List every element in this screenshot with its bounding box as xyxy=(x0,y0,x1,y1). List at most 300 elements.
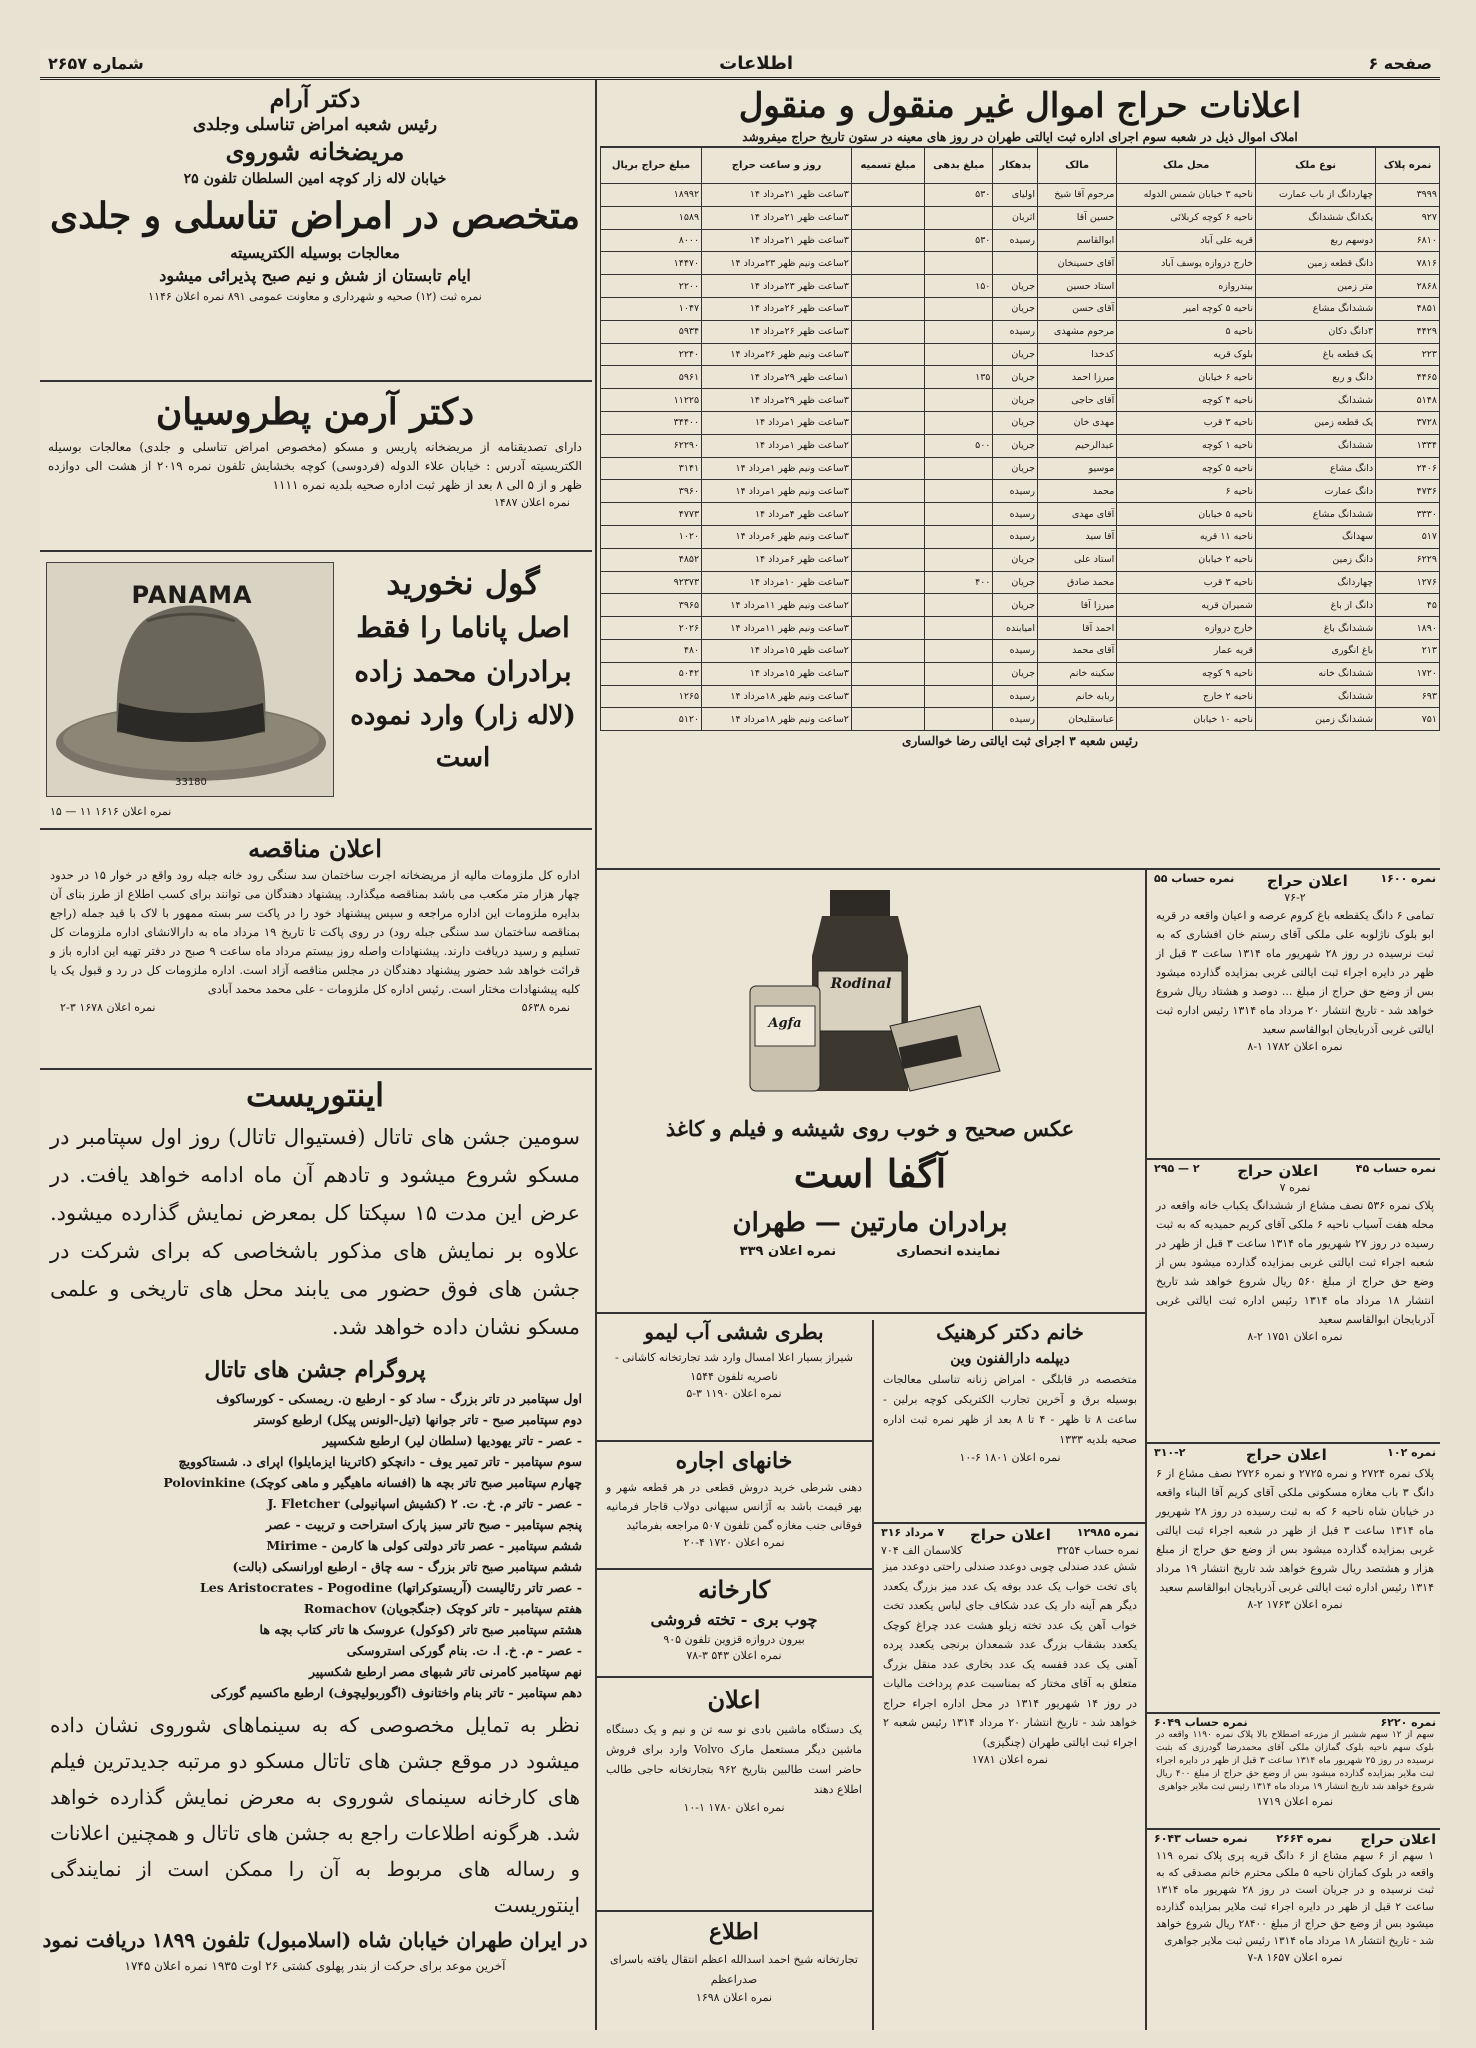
auction-table-cell: ۴۰۰ xyxy=(925,571,993,594)
ad-aram-name: دکتر آرام xyxy=(269,84,361,113)
auction-table-cell xyxy=(851,525,924,548)
auction-table-cell xyxy=(925,594,993,617)
auction-table-cell: ۳۳۳۰ xyxy=(1376,503,1440,526)
auction-table-cell: ۴۷۳۶ xyxy=(1376,480,1440,503)
auction-table-cell: جریان xyxy=(993,275,1038,298)
auction-102-acc: ۳۱۰-۲ xyxy=(1154,1446,1186,1459)
auction-table-cell: دانگ عمارت xyxy=(1255,480,1375,503)
auction-102-body: پلاک نمره ۲۷۲۴ و نمره ۲۷۲۵ و نمره ۲۷۲۶ نصف مشاع از ۶ دانگ ۳ باب مغازه مسکونی ملکی آقای کریم آقا البناء واقعه در خیابان شاه ناحیه ۶ که به ثبت رسیده در روز ۲۸ شهریور ماه ۱۳۱۴ ساعت ۳ قبل از ظهر در شعبه اجراء ثبت ایالتی غربی بمزایده گذارده میشود بس از وضع حق حراج از مبلغ هزار و هشتصد ریال شروع خواهد شد تاریخ انتشار ۱۹ مرداد ۱۳۱۴ رئیس اداره ثبت ایالتی غربی آذربایجان ابوالقاسم سعید xyxy=(1156,1467,1435,1594)
kerhanik-line1: دیپلمه دارالفنون وین xyxy=(950,1351,1070,1367)
lemon-body: شیراز بسیار اعلا امسال وارد شد تجارتخانه کاشانی - ناصریه تلفون ۱۵۴۴ xyxy=(614,1351,854,1383)
auction-table-cell: مرحوم آقا شیخ xyxy=(1038,184,1117,207)
auction-table-cell: ۲ساعت ونیم ظهر ۱۸مرداد ۱۴ xyxy=(702,708,852,731)
notice-title: اعلان xyxy=(707,1685,761,1714)
auction-table-cell: ناحیه ۱ کوچه xyxy=(1117,434,1256,457)
auction-table-cell: ۱۴۴۷۰ xyxy=(601,252,702,275)
agfa-ref: نمره اعلان ۳۳۹ xyxy=(739,1244,837,1259)
auction-table-row xyxy=(601,275,1440,298)
auction-table-cell: ۳۹۶۰ xyxy=(601,480,702,503)
tender-title: اعلان مناقصه xyxy=(248,834,382,863)
auction-295-ref: نمره اعلان ۱۷۵۱ ۲-۸ xyxy=(1247,1329,1343,1343)
kerhanik-ref: نمره اعلان ۱۸۰۱ ۶-۱۰ xyxy=(959,1451,1061,1464)
auction-table-cell: رسیده xyxy=(993,320,1038,343)
ad-doctor-kerhanik xyxy=(877,1316,1143,1516)
auction-table-cell: یک قطعه باغ xyxy=(1255,343,1375,366)
auction-table-cell: آقای مهدی xyxy=(1038,503,1117,526)
auction-table-cell: ۳ساعت ظهر ۲۳مرداد ۱۴ xyxy=(702,275,852,298)
auction-102-title: اعلان حراج xyxy=(1245,1446,1327,1464)
auction-table-cell: ۱۲۷۶ xyxy=(1376,571,1440,594)
auction-table-cell: ۹۲۳۷۳ xyxy=(601,571,702,594)
auction-table-row xyxy=(601,480,1440,503)
auction-table-cell: ۱۵۸۹ xyxy=(601,206,702,229)
ad-panama xyxy=(40,556,590,826)
auction-table xyxy=(600,147,1440,731)
auction-table-cell xyxy=(851,639,924,662)
factory-line2: بیرون دروازه قزوین تلفون ۹۰۵ xyxy=(663,1633,805,1646)
ad-armen-body: دارای تصدیقنامه از مریضخانه پاریس و مسکو (مخصوص امراض تناسلی و جلدی) معالجات بوسیله الکتریسیته آدرس : خیابان علاء الدوله (فردوسی) کوچه بخشایش تلفون نمره ۲۰۱۹ از هشت الی دوازده ظهر و از ۵ الی ۸ بعد از ظهر ثبت اداره صحیه بلدیه نمره ۱۱۱۱ xyxy=(48,440,582,492)
auction-table-cell xyxy=(851,275,924,298)
panama-hat-image xyxy=(46,562,334,797)
auction-table-cell: دانگ قطعه زمین xyxy=(1255,252,1375,275)
auction-table-cell: ۳ساعت ظهر ۱۰مرداد ۱۴ xyxy=(702,571,852,594)
auction-table-cell xyxy=(851,252,924,275)
auction-table-cell: ۵۳۰ xyxy=(925,229,993,252)
auction-table-cell: ۳ساعت ظهر ۱مرداد ۱۴ xyxy=(702,411,852,434)
auction-table-cell: رسیده xyxy=(993,708,1038,731)
auction-table-header xyxy=(601,148,1440,184)
lemon-ref: نمره اعلان ۱۱۹۰ ۳-۵ xyxy=(686,1387,782,1400)
auction-table-cell: ناحیه ۳ قرب xyxy=(1117,411,1256,434)
auction-table-cell: ربابه خانم xyxy=(1038,685,1117,708)
auction-2664-top xyxy=(1150,1832,1440,1848)
auction-12985-date: ۷ مرداد ۳۱۶ xyxy=(881,1526,945,1539)
auction-6220-ref: نمره اعلان ۱۷۱۹ xyxy=(1256,1795,1334,1808)
auction-table-cell: ۱۸۹۰ xyxy=(1376,617,1440,640)
auction-102-num: نمره ۱۰۲ xyxy=(1387,1446,1436,1459)
auction-table-cell: کدخدا xyxy=(1038,343,1117,366)
auction-table-cell xyxy=(851,343,924,366)
ad-armen-title: دکتر آرمن پطروسیان xyxy=(155,391,475,433)
auction-table-cell xyxy=(925,343,993,366)
section-divider xyxy=(597,1910,872,1912)
intourist-address: در ایران طهران خیابان شاه (اسلامبول) تلفون ۱۸۹۹ دریافت نمود xyxy=(42,1928,588,1952)
auction-table-row xyxy=(601,297,1440,320)
auction-table-cell xyxy=(925,389,993,412)
auction-table-cell xyxy=(851,184,924,207)
auction-table-cell: ۳ساعت ظهر ۲۶مرداد ۱۴ xyxy=(702,297,852,320)
auction-table-cell: جریان xyxy=(993,366,1038,389)
auction-table-cell: رسیده xyxy=(993,685,1038,708)
panama-line1: گول نخورید xyxy=(386,564,540,602)
auction-table-cell: ششدانگ زمین xyxy=(1255,708,1375,731)
auction-1600-acc: نمره حساب ۵۵ xyxy=(1154,872,1235,885)
houses-body: دهنی شرطی خرید دروش قطعی در هر قطعه شهر و بهر قیمت باشد به آژانس سپهانی دولاب قاجار فرمانیه فوقانی جنب مغازه گمن تلفون ۵۰۷ مراجعه بفرمائید xyxy=(606,1481,862,1532)
panama-line2: اصل پاناما را فقط xyxy=(356,611,570,644)
column-divider xyxy=(1145,870,1147,2030)
ad-auction-12985 xyxy=(877,1526,1143,2026)
auction-section xyxy=(600,84,1440,864)
auction-12985-num: نمره ۱۲۹۸۵ xyxy=(1076,1526,1139,1539)
auction-table-cell xyxy=(851,457,924,480)
auction-12985-body: شش عدد صندلی چوبی دوعدد صندلی راحتی دوعدد میز پای تخت خواب یک عدد بوفه یک عدد میز بزرگ یکعدد دیگر هم آینه دار یک عدد شکاف جای لباس یکعدد تخت خواب آهن یک عدد تخته زیلو هشت عدد چراغ کوچک یکعدد بشقاب بزرگ عدد شمعدان برنجی یکعدد پرده آهنی یک عدد قفسه یک عدد بخاری عدد منقل بزرگ متعلق به آقای مختار که بمناسبت عدم پرداخت مالیات در روز ۱۴ شهریور ۱۳۱۴ در محل اداره اجراء حراج خواهد شد - تاریخ انتشار ۲۰ مرداد ۱۳۱۴ رئیس شعبه ۲ اجراء ثبت ایالتی طهران (چنگیزی) xyxy=(883,1560,1138,1749)
auction-table-cell: ۵۱۴۸ xyxy=(1376,389,1440,412)
kerhanik-title: خانم دکتر کرهنیک xyxy=(936,1320,1084,1344)
ad-auction-1600 xyxy=(1150,872,1440,1154)
ad-tender xyxy=(40,832,590,1062)
auction-table-cell: ۴۴۶۵ xyxy=(1376,366,1440,389)
auction-table-cell: ۳ساعت ظهر ۲۱مرداد ۱۴ xyxy=(702,229,852,252)
auction-table-cell xyxy=(851,411,924,434)
ad-information xyxy=(600,1914,868,2026)
auction-table-row xyxy=(601,525,1440,548)
ad-auction-295 xyxy=(1150,1162,1440,1438)
info-title: اطلاع xyxy=(709,1919,759,1945)
auction-295-num: ۲ — ۲۹۵ xyxy=(1154,1162,1200,1175)
auction-295-sub: نمره ۷ xyxy=(1279,1181,1311,1194)
auction-table-cell: دانگ زمین xyxy=(1255,548,1375,571)
page-number: صفحه ۶ xyxy=(1368,54,1432,73)
auction-table-cell: ۴۷۷۳ xyxy=(601,503,702,526)
auction-table-cell: ۱۱۲۲۵ xyxy=(601,389,702,412)
auction-table-cell: ۲۸۶۸ xyxy=(1376,275,1440,298)
newspaper-page xyxy=(40,50,1440,2030)
auction-table-cell: ۲ساعت ظهر ۱۵مرداد ۱۴ xyxy=(702,639,852,662)
auction-table-cell: ۲۴۰۶ xyxy=(1376,457,1440,480)
auction-2664-num: نمره ۲۶۶۴ xyxy=(1276,1832,1332,1845)
intourist-title: اینتوریست xyxy=(246,1076,384,1114)
auction-table-cell: ۶۹۳ xyxy=(1376,685,1440,708)
auction-table-cell xyxy=(925,411,993,434)
auction-12985-top xyxy=(877,1526,1143,1544)
auction-table-cell: ششدانگ مشاع xyxy=(1255,503,1375,526)
auction-table-cell: ۴۸۵۱ xyxy=(1376,297,1440,320)
auction-table-cell: چهاردانگ از باب عمارت xyxy=(1255,184,1375,207)
program-item: دوم سپتامبر صبح - تاتر جوانها (تیل-الونس پیکل) ارطبع کوستر xyxy=(254,1412,582,1427)
auction-table-cell: ۵۱۲۰ xyxy=(601,708,702,731)
auction-table-cell: عباسقلیخان xyxy=(1038,708,1117,731)
program-item: دهم سپتامبر - تاتر بنام واختانوف (اگوربولیچوف) ارطبع ماکسیم گورکی xyxy=(210,1685,582,1700)
auction-table-cell xyxy=(851,594,924,617)
lemon-title: بطری ششی آب لیمو xyxy=(644,1320,824,1344)
auction-table-cell: ناحیه ۱۰ خیابان xyxy=(1117,708,1256,731)
auction-table-cell: ۸۰۰۰ xyxy=(601,229,702,252)
auction-table-cell: دانگ و ربع xyxy=(1255,366,1375,389)
auction-table-cell: آقای حسن xyxy=(1038,297,1117,320)
program-item: - عصر - م. خ. ا. ت. بنام گورکی استروسکی xyxy=(346,1643,582,1658)
tender-body: اداره کل ملزومات مالیه از مریضخانه اجرت ساختمان سد سنگی رود خانه جبله رود واقع در خوار ۱۵ در حدود چهار هزار متر مکعب می باشد بمناقصه میگذارد. پیشنهاد دهندگان می توانند برای کسب اطلاع از طرز بنای آن بدایره ملزومات این اداره مراجعه و سپس پیشنهاد خود را در پاکت سر بسته ممهور با لاک با قید جمله (راجع بمناقصه ساختمان سد سنگی جبله رود) در روی پاکت تا تاریخ ۱۹ مرداد ماه به دارالانشای اداره ملزومات کل تسلیم و رسید دریافت دارند. پیشنهادات واصله روز بیستم مرداد ماه ساعت ۹ صبح در دفتر تهیه این اداره باز و قرائت خواهد شد حضور پیشنهاد دهندگان در مجلس مناقصه آزاد است. اداره ملزومات کل در رد و قبول یک یا کلیه پیشنهادات مختار است. رئیس اداره کل ملزومات - علی محمد محمد آبادی xyxy=(50,868,580,996)
agfa-footer xyxy=(600,1244,1140,1259)
auction-table-cell: آقای حسینخان xyxy=(1038,252,1117,275)
panama-hat-label: PANAMA xyxy=(131,581,253,609)
auction-12985-sub xyxy=(877,1544,1143,1557)
program-item: پنجم سپتامبر - صبح تاتر سبز پارک استراحت و تربیت - عصر xyxy=(265,1517,582,1532)
auction-table-cell xyxy=(925,457,993,480)
auction-1600-title: اعلان حراج xyxy=(1266,872,1348,890)
auction-table-cell: جریان xyxy=(993,343,1038,366)
auction-table-cell xyxy=(851,480,924,503)
auction-table-cell: ۵۱۷ xyxy=(1376,525,1440,548)
auction-table-body xyxy=(601,184,1440,731)
auction-table-cell: دوسهم ربع xyxy=(1255,229,1375,252)
auction-2664-acc: نمره حساب ۶۰۴۳ xyxy=(1154,1832,1248,1845)
auction-table-cell: ۱۳۳۴ xyxy=(1376,434,1440,457)
auction-table-cell: ۲۲۴۰ xyxy=(601,343,702,366)
auction-table-row xyxy=(601,503,1440,526)
auction-table-cell xyxy=(851,229,924,252)
auction-1600-sub: ۷۶-۲ xyxy=(1284,891,1306,904)
auction-12985-acc: نمره حساب ۳۲۵۴ xyxy=(1056,1544,1139,1557)
auction-table-cell: ۳۹۹۹ xyxy=(1376,184,1440,207)
auction-table-cell: ۳ساعت ونیم ظهر ۱مرداد ۱۴ xyxy=(702,457,852,480)
auction-table-cell: میرزا آقا xyxy=(1038,594,1117,617)
auction-table-cell: جریان xyxy=(993,297,1038,320)
auction-table-cell: ۳۷۲۸ xyxy=(1376,411,1440,434)
auction-table-cell: ۴۴۲۹ xyxy=(1376,320,1440,343)
auction-table-cell: جریان xyxy=(993,571,1038,594)
ad-intourist xyxy=(40,1072,590,2030)
auction-table-cell: ۵۹۶۱ xyxy=(601,366,702,389)
panama-line4: (لاله زار) وارد نموده xyxy=(350,701,576,731)
auction-table-cell: ششدانگ xyxy=(1255,685,1375,708)
panama-line5: است xyxy=(435,743,491,773)
column-divider xyxy=(872,1320,874,2030)
ad-aram-line3: مریضخانه شوروی xyxy=(225,137,405,166)
auction-table-cell: قریه عمار xyxy=(1117,639,1256,662)
auction-table-cell: ۴۵ xyxy=(1376,594,1440,617)
auction-table-cell: سهدانگ xyxy=(1255,525,1375,548)
auction-table-cell: ناحیه ۴ کوچه xyxy=(1117,389,1256,412)
auction-column-header: مبلغ حراج بریال xyxy=(601,148,702,184)
auction-table-cell: ناحیه ۶ xyxy=(1117,480,1256,503)
auction-column-header: مبلغ تسمیه xyxy=(851,148,924,184)
section-divider xyxy=(40,380,592,382)
auction-table-cell: رسیده xyxy=(993,639,1038,662)
program-item: چهارم سپتامبر صبح تاتر بچه ها (افسانه ماهیگیر و ماهی کوچک) Polovinkine xyxy=(163,1475,582,1490)
auction-table-cell: قریه علی آباد xyxy=(1117,229,1256,252)
auction-table-cell: سکینه خانم xyxy=(1038,662,1117,685)
auction-column-header: روز و ساعت حراج xyxy=(702,148,852,184)
auction-table-cell: ۳۴۴۰۰ xyxy=(601,411,702,434)
auction-table-cell: خارج دروازه xyxy=(1117,617,1256,640)
auction-table-cell xyxy=(925,639,993,662)
auction-2664-ref: نمره اعلان ۱۶۵۷ ۸-۷ xyxy=(1247,1951,1343,1964)
auction-table-cell: ناحیه ۲ خیابان xyxy=(1117,548,1256,571)
ad-houses-rent xyxy=(600,1444,868,1564)
section-divider xyxy=(1147,1442,1440,1444)
auction-table-row xyxy=(601,434,1440,457)
auction-table-cell: شمیران قریه xyxy=(1117,594,1256,617)
column-divider xyxy=(595,80,597,2030)
auction-table-cell: ۳ساعت ظهر ۱۵مرداد ۱۴ xyxy=(702,662,852,685)
auction-table-row xyxy=(601,685,1440,708)
auction-6220-num: نمره ۶۲۲۰ xyxy=(1380,1716,1436,1729)
auction-table-cell: ۳۹۶۵ xyxy=(601,594,702,617)
auction-table-cell: ناحیه ۵ کوچه امیر xyxy=(1117,297,1256,320)
auction-table-cell xyxy=(925,320,993,343)
houses-ref: نمره اعلان ۱۷۲۰ ۴-۲۰ xyxy=(683,1536,785,1549)
auction-295-acc: نمره حساب ۴۵ xyxy=(1355,1162,1436,1175)
auction-table-cell: ۱ساعت ظهر ۲۹مرداد ۱۴ xyxy=(702,366,852,389)
auction-table-cell: ۱۰۲۰ xyxy=(601,525,702,548)
issue-number: شماره ۲۶۵۷ xyxy=(48,54,144,73)
auction-table-cell: ناحیه ۶ خیابان xyxy=(1117,366,1256,389)
auction-table-cell: استاد علی xyxy=(1038,548,1117,571)
auction-table-cell: ۵۰۰ xyxy=(925,434,993,457)
section-divider xyxy=(874,1522,1145,1524)
auction-table-cell: مرحوم مشهدی xyxy=(1038,320,1117,343)
factory-line1: چوب بری - تخته فروشی xyxy=(650,1610,818,1629)
auction-table-cell: ۳ساعت ظهر ۲۹مرداد ۱۴ xyxy=(702,389,852,412)
panama-line3: برادران محمد زاده xyxy=(354,655,572,688)
auction-1600-num: نمره ۱۶۰۰ xyxy=(1380,872,1436,885)
auction-table-cell: خارج دروازه یوسف آباد xyxy=(1117,252,1256,275)
ad-aram-line6: معالجات بوسیله الکتریسیته xyxy=(230,244,400,262)
auction-table-row xyxy=(601,571,1440,594)
auction-table-cell: ۲۰۲۶ xyxy=(601,617,702,640)
auction-table-cell: ۵۹۳۴ xyxy=(601,320,702,343)
program-item: نهم سپتامبر کامرنی تاتر شبهای مصر ارطبع شکسپیر xyxy=(308,1664,582,1679)
auction-table-row xyxy=(601,457,1440,480)
auction-table-cell: ۲ساعت ظهر ۶مرداد ۱۴ xyxy=(702,548,852,571)
auction-table-cell: ۳ساعت ونیم ظهر ۱مرداد ۱۴ xyxy=(702,480,852,503)
program-item: سوم سپتامبر - تاتر تمیر یوف - دانچکو (کاترینا ایزمایلوا) اپرای د. شستاکوویچ xyxy=(178,1454,582,1469)
auction-table-cell: دانگ مشاع xyxy=(1255,457,1375,480)
agfa-line1: عکس صحیح و خوب روی شیشه و فیلم و کاغذ xyxy=(665,1116,1075,1141)
auction-table-cell: ۱۰۴۷ xyxy=(601,297,702,320)
section-divider xyxy=(1147,1158,1440,1160)
auction-table-cell xyxy=(925,662,993,685)
auction-table-cell: چهاردانگ xyxy=(1255,571,1375,594)
auction-table-cell: ۱۷۲۰ xyxy=(1376,662,1440,685)
auction-table-cell xyxy=(925,685,993,708)
program-item: - عصر - تاتر م. خ. ت. ۲ (کشیش اسپانیولی) J. Fletcher xyxy=(267,1496,582,1511)
auction-table-cell: ۲۲۰۰ xyxy=(601,275,702,298)
auction-table-cell xyxy=(851,617,924,640)
ad-aram-line2: رئیس شعبه امراض تناسلی وجلدی xyxy=(192,115,438,135)
auction-1600-ref: نمره اعلان ۱۷۸۲ ۱-۸ xyxy=(1247,1039,1343,1053)
auction-table-cell: ۲۲۳ xyxy=(1376,343,1440,366)
ad-doctor-aram xyxy=(40,84,590,374)
section-divider xyxy=(597,1568,872,1570)
auction-table-cell: آقای محمد xyxy=(1038,639,1117,662)
auction-table-row xyxy=(601,389,1440,412)
ad-notice xyxy=(600,1680,868,1900)
auction-table-cell: ۷۸۱۶ xyxy=(1376,252,1440,275)
auction-table-cell: ۳ساعت ظهر ۲۱مرداد ۱۴ xyxy=(702,206,852,229)
auction-table-cell xyxy=(851,548,924,571)
program-item: هفتم سپتامبر - تاتر کوچک (جنگجویان) Romachov xyxy=(303,1601,582,1616)
auction-table-cell xyxy=(925,206,993,229)
program-item: - عصر تاتر رئالیست (آریستوکراتها) Les Aristocrates - Pogodine xyxy=(200,1580,582,1595)
auction-table-cell: ۷۵۱ xyxy=(1376,708,1440,731)
panama-ref: نمره اعلان ۱۶۱۶ ۱۱ — ۱۵ xyxy=(50,805,172,818)
auction-table-cell: متر زمین xyxy=(1255,275,1375,298)
auction-table-cell: عبدالرحیم xyxy=(1038,434,1117,457)
newspaper-name: اطلاعات xyxy=(719,53,794,74)
ad-doctor-armen xyxy=(40,386,590,536)
auction-table-cell: یکدانگ ششدانگ xyxy=(1255,206,1375,229)
auction-12985-title: اعلان حراج xyxy=(970,1526,1051,1544)
auction-title: اعلانات حراج اموال غیر منقول و منقول xyxy=(738,86,1302,126)
auction-6220-body: سهم از ۱۲ سهم ششیر از مزرعه اصطلاح بالا پلاک نمره ۱۱۹۰ واقعه در بلوک سهم ناحیه بلوک گمازان ملکی آقای محمدرضا گودرزی که بثبت نرسیده در روز ۲۵ شهریور ماه ۱۳۱۴ ساعت ۳ قبل از ظهر در دایره اجراء ثبت ملایر بمزایده گذارده میشود بس از وضع حق حراج از مبلغ ۴۰۰ ریال شروع خواهد شد تاریخ انتشار ۱۹ مرداد ماه ۱۳۱۴ رئیس ثبت ملایر جواهری xyxy=(1156,1730,1434,1792)
ad-aram-line4: خیابان لاله زار کوچه امین السلطان تلفون ۲۵ xyxy=(183,171,447,187)
auction-table-cell: رسیده xyxy=(993,480,1038,503)
auction-table-cell xyxy=(851,685,924,708)
auction-table-cell xyxy=(851,389,924,412)
auction-table-cell: رسیده xyxy=(993,229,1038,252)
auction-table-cell: جریان xyxy=(993,457,1038,480)
auction-table-cell: موسیو xyxy=(1038,457,1117,480)
auction-table-cell: میرزا احمد xyxy=(1038,366,1117,389)
auction-table-cell xyxy=(851,206,924,229)
panama-text xyxy=(340,560,586,778)
panama-hat-number: 33180 xyxy=(175,777,207,788)
auction-table-cell: ۶۸۱۰ xyxy=(1376,229,1440,252)
ad-auction-2664 xyxy=(1150,1832,1440,2028)
auction-table-row xyxy=(601,639,1440,662)
auction-table-cell xyxy=(925,503,993,526)
auction-column-header: مالک xyxy=(1038,148,1117,184)
auction-table-cell: ششدانگ xyxy=(1255,434,1375,457)
auction-table-row xyxy=(601,343,1440,366)
auction-table-cell xyxy=(851,297,924,320)
section-divider xyxy=(597,1676,872,1678)
factory-title: کارخانه xyxy=(697,1575,771,1604)
auction-column-header: محل ملک xyxy=(1117,148,1256,184)
auction-table-cell: ششدانگ باغ xyxy=(1255,617,1375,640)
auction-table-cell: بلوک قریه xyxy=(1117,343,1256,366)
auction-column-header: نوع ملک xyxy=(1255,148,1375,184)
section-divider xyxy=(40,828,592,830)
auction-table-cell: ناحیه ۱۱ قریه xyxy=(1117,525,1256,548)
auction-table-cell xyxy=(925,480,993,503)
auction-table-row xyxy=(601,708,1440,731)
auction-table-cell: ابوالقاسم xyxy=(1038,229,1117,252)
auction-table-cell xyxy=(925,297,993,320)
auction-table-cell: جریان xyxy=(993,434,1038,457)
auction-table-cell: ۲ساعت ظهر ۴مرداد ۱۴ xyxy=(702,503,852,526)
auction-footer: رئیس شعبه ۳ اجرای ثبت ایالتی رضا خوالساری xyxy=(902,734,1138,749)
auction-table-cell: ناحیه ۲ خارج xyxy=(1117,685,1256,708)
auction-table-row xyxy=(601,229,1440,252)
auction-table-cell: اولیای xyxy=(993,184,1038,207)
auction-table-cell xyxy=(925,252,993,275)
auction-table-cell: ناحیه ۶ کوچه کربلائی xyxy=(1117,206,1256,229)
ad-lemon xyxy=(600,1316,868,1436)
tender-ref: نمره اعلان ۱۶۷۸ ۳-۲ xyxy=(60,1001,156,1014)
auction-1600-top xyxy=(1150,872,1440,890)
auction-table-cell: آقا سید xyxy=(1038,525,1117,548)
auction-table-cell: استاد حسین xyxy=(1038,275,1117,298)
auction-table-cell: جریان xyxy=(993,389,1038,412)
auction-table-cell: جریان xyxy=(993,662,1038,685)
auction-table-row xyxy=(601,617,1440,640)
auction-column-header: بدهکار xyxy=(993,148,1038,184)
section-divider xyxy=(597,1440,872,1442)
auction-table-cell xyxy=(851,662,924,685)
auction-table-cell: جریان xyxy=(993,594,1038,617)
auction-table-cell: ۱۲۶۵ xyxy=(601,685,702,708)
auction-table-cell: ناحیه ۳ خیابان شمس الدوله xyxy=(1117,184,1256,207)
program-item: - عصر - تاتر یهودیها (سلطان لیر) ارطبع شکسپیر xyxy=(322,1433,582,1448)
section-divider xyxy=(40,550,592,552)
auction-table-cell: محمد صادق xyxy=(1038,571,1117,594)
section-divider xyxy=(1147,1828,1440,1830)
auction-table-cell: ناحیه ۵ xyxy=(1117,320,1256,343)
program-title: پروگرام جشن های تاتال xyxy=(204,1357,426,1383)
auction-table-cell xyxy=(925,548,993,571)
